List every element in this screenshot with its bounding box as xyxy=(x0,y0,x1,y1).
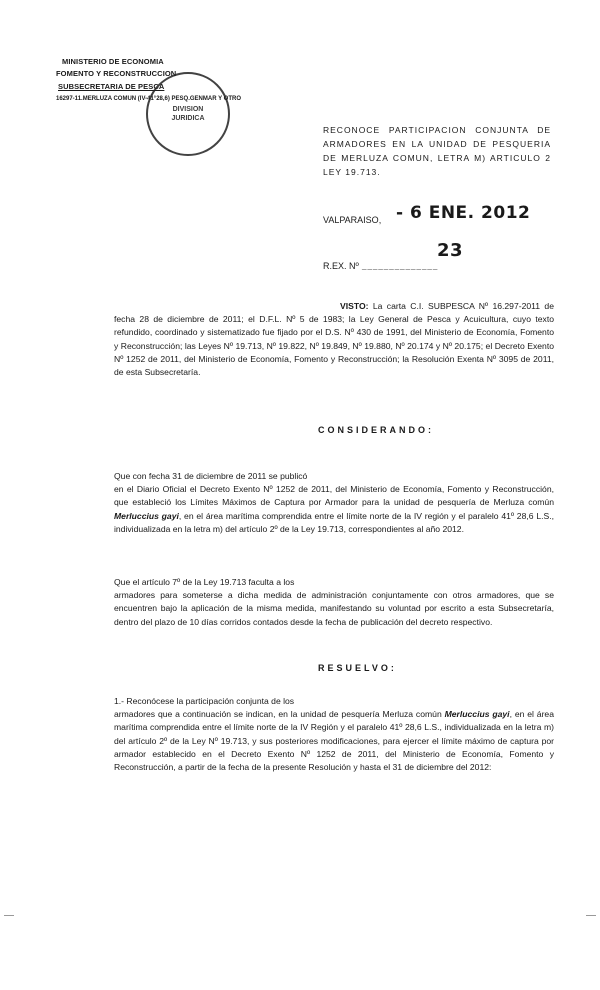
resuelvo-p1-text-b: , en el área marítima comprendida entre el límite norte de la IV Región y el paralelo 41º 28,6 L.S., individualizada en la letra m) del artículo 2º de la Ley Nº 19.713, y sus posteriores modificaciones, para ejercer el límite máximo de captura por armador establecido en el Decreto Exento Nº 1252 de 2011, del Ministerio de Economía, Fomento y Reconstrucción, a partir de la fecha de la presente Resolución y hasta el 31 de diciembre del 2012: xyxy=(114,709,554,773)
resuelvo-p1-species: Merluccius gayi xyxy=(444,709,510,720)
resolution-number: 23 xyxy=(437,240,464,261)
handwritten-date: - 6 ENE. 2012 xyxy=(396,203,531,223)
considerando-p1-text-a: en el Diario Oficial el Decreto Exento Nº 1252 de 2011, del Ministerio de Economía, Fomento y Reconstrucción, que estableció los Límites Máximos de Captura por Armador para la unidad de pesquería de Merluza común xyxy=(114,484,554,508)
ministry-subtitle: FOMENTO Y RECONSTRUCCION xyxy=(56,69,177,78)
considerando-p2-first-line: Que el artículo 7º de la Ley 19.713 faculta a los xyxy=(114,577,295,587)
resuelvo-paragraph-1 xyxy=(114,695,554,774)
visto-label: VISTO: xyxy=(340,301,369,311)
considerando-p1-first-line: Que con fecha 31 de diciembre de 2011 se publicó xyxy=(114,471,308,481)
considerando-p1-species: Merluccius gayi xyxy=(114,510,179,521)
considerando-heading: CONSIDERANDO: xyxy=(318,425,435,435)
considerando-p1-text-b: , en el área marítima comprendida entre el límite norte de la IV región y el paralelo 41º 28,6 L.S., individualizada en la letra m) del artículo 2º de la Ley 19.713, correspondientes al año 2012. xyxy=(114,510,554,534)
considerando-paragraph-2 xyxy=(114,576,554,629)
subsecretaria-name: SUBSECRETARIA DE PESCA xyxy=(58,82,165,91)
juridica-stamp xyxy=(146,72,230,156)
considerando-p2-body: armadores para someterse a dicha medida de administración conjuntamente con otros armadores, que se encuentren bajo la aplicación de la misma medida, manifestando su voluntad por escrito a esta Subsecretaría, dentro del plazo de 10 días corridos contados desde la fecha de publicación del decreto respectivo. xyxy=(114,590,554,627)
stamp-line-2: JURIDICA xyxy=(171,115,205,122)
resuelvo-heading: RESUELVO: xyxy=(318,663,397,673)
ministry-name: MINISTERIO DE ECONOMIA xyxy=(62,57,164,66)
considerando-p1-body xyxy=(114,483,554,536)
resuelvo-p1-first-line: 1.- Reconócese la participación conjunta de los xyxy=(114,696,295,706)
visto-paragraph xyxy=(114,300,554,379)
considerando-paragraph-1 xyxy=(114,470,554,536)
file-reference: 16297-11.MERLUZA COMUN (IV-41°28,6) PESQ.GENMAR Y OTRO xyxy=(56,96,242,102)
scan-mark-left xyxy=(4,915,14,916)
resolution-number-line: ______________ xyxy=(362,261,439,270)
visto-text: La carta C.I. SUBPESCA Nº 16.297-2011 de fecha 28 de diciembre de 2011; el D.F.L. Nº 5 de 1983; la Ley General de Pesca y Acuicultura, cuyo texto refundido, coordinado y sistematizado fue fijado por el D.S. Nº 430 de 1991, del Ministerio de Economía, Fomento y Reconstrucción; las Leyes Nº 19.713, Nº 19.822, Nº 19.849, Nº 19.880, Nº 20.174 y Nº 20.175; el Decreto Exento Nº 1252 de 2011, del Ministerio de Economía, Fomento y Reconstrucción; la Resolución Exenta Nº 3095 de 2011, de esta Subsecretaría. xyxy=(114,301,554,378)
subject-summary: RECONOCE PARTICIPACION CONJUNTA DE ARMADORES EN LA UNIDAD DE PESQUERIA DE MERLUZA COMUN, LETRA M) ARTICULO 2 LEY 19.713. xyxy=(323,125,551,177)
resuelvo-p1-body xyxy=(114,708,554,774)
resolution-label: R.EX. Nº xyxy=(323,261,359,271)
stamp-line-1: DIVISION xyxy=(172,106,204,113)
resuelvo-p1-text-a: armadores que a continuación se indican, en la unidad de pesquería Merluza común xyxy=(114,709,445,720)
place-label: VALPARAISO, xyxy=(323,215,382,225)
scan-mark-right xyxy=(586,915,596,916)
